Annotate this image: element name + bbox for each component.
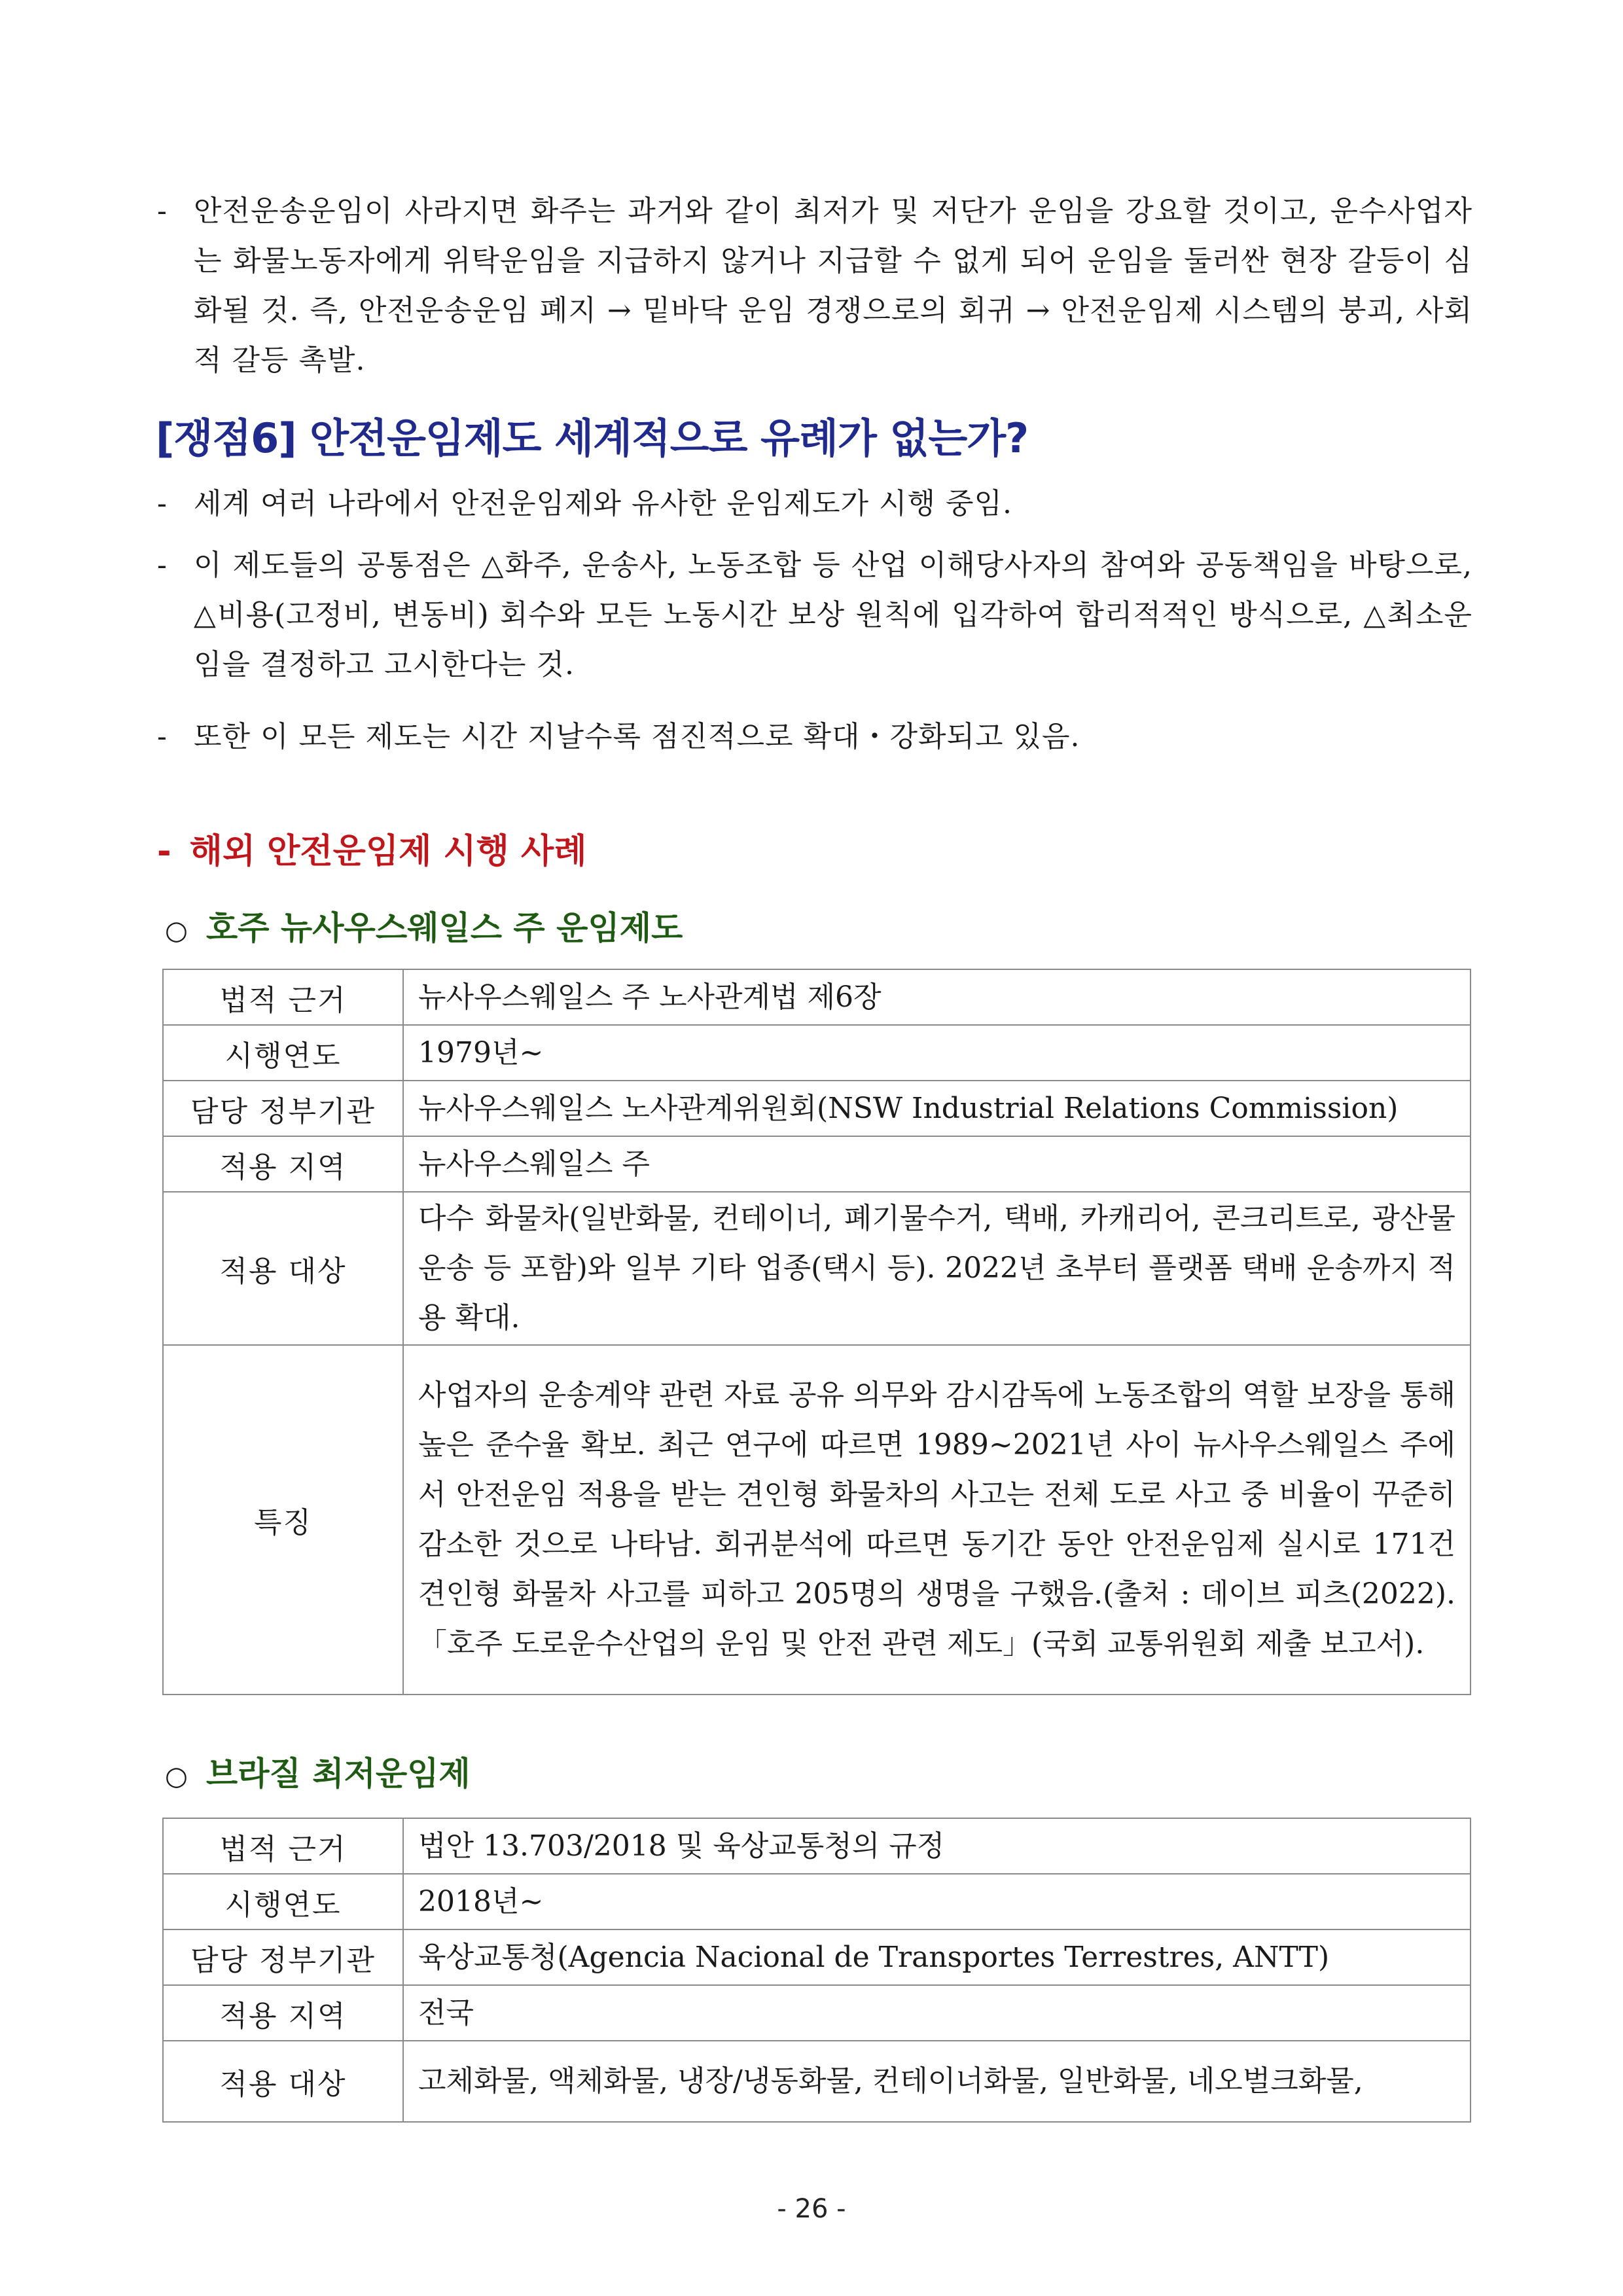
issue-heading: [쟁점6] 안전운임제도 세계적으로 유례가 없는가? [156,414,1029,462]
brazil-heading [165,1748,471,1795]
row-label: 특징 [163,1345,403,1695]
circle-bullet: ○ [165,1761,188,1791]
bullet-dash: - [157,194,167,228]
row-value: 사업자의 운송계약 관련 자료 공유 의무와 감시감독에 노동조합의 역할 보장을 통해 높은 준수율 확보. 최근 연구에 따르면 1989~2021년 사이 뉴사우스웨일스 주에서 안전운임 적용을 받는 견인형 화물차의 사고는 전체 도로 사고 중 비율이 꾸준히 감소한 것으로 나타남. 회귀분석에 따르면 동기간 동안 안전운임제 실시로 171건 견인형 화물차 사고를 피하고 205명의 생명을 구했음.(출처 : 데이브 피츠(2022). 「호주 도로운수산업의 운임 및 안전 관련 제도」(국회 교통위원회 제출 보고서). [403,1345,1471,1695]
section-heading [157,823,586,872]
australia-heading [165,902,683,949]
table-row [163,1345,1471,1695]
row-label: 시행연도 [163,1874,403,1929]
brazil-heading-text: 브라질 최저운임제 [205,1755,471,1793]
row-label: 법적 근거 [163,1818,403,1874]
section-heading-text: 해외 안전운임제 시행 사례 [189,832,587,871]
bullet-text: 이 제도들의 공통점은 △화주, 운송사, 노동조합 등 산업 이해당사자의 참여와 공동책임을 바탕으로, △비용(고정비, 변동비) 회수와 모든 노동시간 보상 원칙에 입각하여 합리적적인 방식으로, △최소운임을 결정하고 고시한다는 것. [194,548,1472,681]
row-label: 시행연도 [163,1025,403,1081]
table-row [163,1929,1471,1985]
row-value: 법안 13.703/2018 및 육상교통청의 규정 [403,1818,1471,1874]
bullet-dash: - [157,720,167,753]
table-row [163,1192,1471,1345]
section-heading-dash: - [157,832,171,871]
row-label: 담당 정부기관 [163,1081,403,1136]
row-label: 적용 지역 [163,1136,403,1192]
issue-bullet-1 [157,479,1472,529]
row-value: 뉴사우스웨일스 주 [403,1136,1471,1192]
bullet-text: 또한 이 모든 제도는 시간 지날수록 점진적으로 확대・강화되고 있음. [194,720,1080,753]
row-value: 뉴사우스웨일스 노사관계위원회(NSW Industrial Relations Commission) [403,1081,1471,1136]
brazil-table [162,1818,1471,2123]
bullet-dash: - [157,487,167,520]
bullet-dash: - [157,548,167,582]
row-value: 육상교통청(Agencia Nacional de Transportes Terrestres, ANTT) [403,1929,1471,1985]
bullet-text: 세계 여러 나라에서 안전운임제와 유사한 운임제도가 시행 중임. [194,487,1012,520]
page-number: - 26 - [777,2194,846,2224]
circle-bullet: ○ [165,916,188,946]
row-value: 뉴사우스웨일스 주 노사관계법 제6장 [403,969,1471,1025]
intro-bullet [157,187,1472,386]
australia-table [162,969,1471,1695]
table-row [163,1818,1471,1874]
bullet-text: 안전운송운임이 사라지면 화주는 과거와 같이 최저가 및 저단가 운임을 강요할 것이고, 운수사업자는 화물노동자에게 위탁운임을 지급하지 않거나 지급할 수 없게 되어 운임을 둘러싼 현장 갈등이 심화될 것. 즉, 안전운송운임 폐지 → 밑바닥 운임 경쟁으로의 회귀 → 안전운임제 시스템의 붕괴, 사회적 갈등 촉발. [194,194,1472,377]
row-label: 담당 정부기관 [163,1929,403,1985]
table-row [163,1025,1471,1081]
row-label: 적용 지역 [163,1985,403,2041]
issue-bullet-2 [157,541,1472,690]
row-value: 2018년~ [403,1874,1471,1929]
table-row [163,1985,1471,2041]
table-row [163,2041,1471,2122]
table-row [163,1081,1471,1136]
row-value: 1979년~ [403,1025,1471,1081]
australia-heading-text: 호주 뉴사우스웨일스 주 운임제도 [205,909,683,947]
row-value: 전국 [403,1985,1471,2041]
row-label: 적용 대상 [163,1192,403,1345]
row-label: 법적 근거 [163,969,403,1025]
table-row [163,969,1471,1025]
row-label: 적용 대상 [163,2041,403,2122]
issue-bullet-3 [157,712,1472,762]
table-row [163,1874,1471,1929]
row-value: 고체화물, 액체화물, 냉장/냉동화물, 컨테이너화물, 일반화물, 네오벌크화물, [403,2041,1471,2122]
table-row [163,1136,1471,1192]
row-value: 다수 화물차(일반화물, 컨테이너, 폐기물수거, 택배, 카캐리어, 콘크리트로, 광산물 운송 등 포함)와 일부 기타 업종(택시 등). 2022년 초부터 플랫폼 택배 운송까지 적용 확대. [403,1192,1471,1345]
